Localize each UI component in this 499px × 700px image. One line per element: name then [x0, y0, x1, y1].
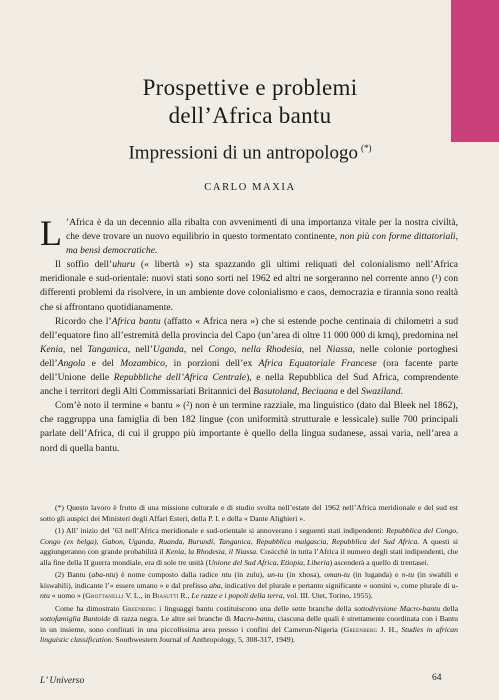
fn2-f: (in swahili e kiswahili), indicante l’« essere umano » e dal prefisso — [40, 570, 458, 590]
journal-name: L’ Universo — [40, 676, 85, 686]
fn1-it3: Unione del Sud Africa, Etiopia, Liberia — [208, 557, 330, 567]
p3-i1: Africa bantu — [111, 315, 161, 327]
p3-i7: Niassa — [326, 343, 353, 355]
p3-i5: Congo — [208, 343, 235, 355]
fn2-sc2: Biasutti — [152, 591, 179, 600]
article-subtitle — [40, 137, 460, 164]
paragraph-4: Com’è noto il termine « bantu » (²) non è un termine razziale, ma linguistico (dato dal Bleek nel 1862), che raggruppa una famiglia di ben 182 lingue (con uniformità strutturale e lessicale) sulle 700 principali parlate dell’Africa, di cui il gruppo più importante è quello della lingua sudanese, assai varia, nell’area a nord di quella bantu. — [40, 400, 458, 454]
fn2-c: (in zulu), — [231, 570, 268, 579]
article-title-line2: dell’Africa bantu — [168, 103, 332, 128]
fn1-a: (1) All’ inizio del ’63 nell’Africa meridionale e sud-orientale si annoverano i seguenti stati indipendenti: — [55, 526, 387, 535]
author-name: CARLO MAXIA — [204, 182, 296, 193]
p3-s14: e del — [337, 386, 362, 398]
fn2-h: « uomo » ( — [49, 591, 86, 600]
p3-s1: Ricordo che l’ — [55, 315, 112, 327]
fn2-k: , vol. III. Utet, Torino, 1955). — [282, 591, 373, 600]
p3-i2: Kenia — [40, 343, 63, 355]
drop-cap: L — [40, 213, 62, 253]
fn2-it1: aba-ntu — [91, 570, 116, 579]
footnote-2 — [40, 570, 458, 602]
footnote-3 — [40, 604, 458, 646]
subtitle-footnote-marker: (*) — [361, 143, 372, 153]
p3-s10: , in porzioni dell’ex — [164, 357, 259, 369]
p3-s11: (ora facente parte dell’Unione delle — [40, 357, 458, 384]
fn3-d: di razza negra. Le altre sei branche di — [110, 614, 234, 623]
fn2-it6: aba — [209, 580, 221, 590]
fn3-sc2: Greenberg — [343, 624, 378, 634]
fn2-it5: n-tu — [401, 570, 415, 579]
p3-s13: , — [296, 386, 302, 398]
page-number: 64 — [432, 673, 442, 683]
p3-i8: Angola — [57, 357, 86, 369]
p2-text-a: Il soffio dell’ — [55, 259, 113, 271]
p3-i13: Beciuana — [301, 386, 338, 398]
fn3-c: della — [440, 603, 458, 613]
fn2-it7: u-ntu — [40, 580, 458, 600]
fn2-g: , indicativo del plurale e pertanto significante « uomini », come plurale di — [220, 580, 452, 590]
fn2-j: R., — [178, 591, 192, 600]
fn1-it: Repubblica del Congo, Congo (ex belga), Gabon, Uganda, Ruanda, Burundi, Tanganica, Repubblica malgascia, Repubblica del Sud Africa. — [40, 526, 459, 546]
fn2-e: (in luganda) e — [349, 570, 402, 579]
p3-s2: (affatto « Africa nera ») che si estende poche centinaia di chilometri a sud dell’equatore fino all’estremità della provincia del Capo (un’area di oltre 11 000 000 di kmq), predomina nel — [40, 315, 459, 341]
footnotes — [40, 503, 458, 648]
fn3-it1: sottodivisione Macro-bantu — [354, 603, 441, 613]
fn2-it8: Le razze e i popoli della terra — [191, 591, 283, 600]
fn3-sc1: Greenberg — [122, 603, 157, 613]
p3-i3: Tanganica — [87, 343, 128, 355]
paragraph-1 — [40, 213, 458, 258]
p3-i14: Swaziland — [361, 386, 401, 398]
article-body — [40, 213, 459, 456]
fn2-a: (2) Bantu ( — [55, 570, 92, 579]
fn2-it2: ntu — [221, 570, 232, 579]
p3-s12: ), e nella Repubblica del Sud Africa, comprendente anche i territori degli Alti Commissariati Britannici del — [40, 372, 459, 398]
fn1-it2: Kenia, la Rhodesia, il Niassa. — [165, 547, 258, 556]
p3-s7: , nel — [301, 343, 327, 355]
p3-i11: Repubbliche dell’Africa Centrale — [113, 372, 247, 384]
p3-i6: nella Rhodesia — [241, 343, 302, 355]
p3-i4: Uganda — [152, 343, 184, 355]
fn3-b: i linguaggi bantu costituiscono una delle sette branche della — [156, 603, 355, 613]
p3-s9: e del — [85, 357, 121, 369]
subtitle-text: Impressioni di un antropologo — [128, 142, 359, 164]
p3-i12: Basutoland — [253, 386, 297, 398]
p2-text-b: (« libertà ») sta spazzando gli ultimi reliquati del colonialismo nell’Africa meridionale e sud-orientale: nuovi stati sono sorti nel 1962 ed altri ne sorgeranno nel corrente anno (¹) con differenti problemi da risolvere, in un ambiente dove colonialismo e caos, democrazia e tirannia sono realtà che si affrontano quotidianamente. — [40, 259, 459, 313]
p2-italic: uhuru — [112, 259, 136, 271]
p3-s15: . — [400, 386, 403, 398]
p3-s4: , nell’ — [127, 343, 153, 355]
fn2-sc1: Grottanelli — [85, 591, 124, 600]
paragraph-1-italic: non più con forme dittatoriali, ma bensì democratiche. — [66, 231, 458, 257]
fn1-c: Cosicchè in tutta l’Africa il numero degli stati indipendenti, che alla fine della II guerra mondiale, era di sole tre unità ( — [40, 547, 458, 567]
footnote-1 — [40, 526, 458, 568]
p3-s8: , nelle colonie portoghesi dell’ — [40, 343, 458, 369]
fn1-b: A questi si aggiungeranno con grande probabilità il — [40, 536, 458, 556]
p3-s3: , nel — [62, 343, 88, 355]
fn2-it3: un-tu — [267, 570, 284, 579]
fn3-it3: Macro-bantu — [233, 614, 274, 623]
paragraph-1-text: ’Africa è da un decennio alla ribalta con avvenimenti di una importanza vitale per la nostra civiltà, che deve trovare un nuovo equilibrio in questo tormentato continente, — [66, 217, 458, 243]
article-title-line1: Prospettive e problemi — [142, 75, 358, 100]
fn2-it4: oman-tu — [324, 570, 350, 579]
p3-i9: Mozambico — [120, 357, 165, 369]
fn3-e: , ciascuna delle quali è strettamente coordinata con i Bantu in un insieme, sono confinati in una piccolissima area presso i confini del Camerun-Nigeria ( — [40, 614, 458, 634]
fn3-a: Come ha dimostrato — [55, 603, 123, 613]
fn3-f: J. H., — [377, 624, 402, 634]
p3-i10: Africa Equatoriale Francese — [258, 357, 377, 369]
fn2-d: (in xhosa), — [283, 570, 325, 579]
p3-s6: , — [234, 343, 242, 355]
fn2-i: V. L., in — [123, 591, 153, 600]
footnote-star: (*) Questo lavoro è frutto di una missione culturale e di studio svolta nell’estate del 1962 nell’Africa meridionale e del sud est sotto gli auspici dei Ministeri degli Affari Esteri, della P. I. e della « Dante Alighieri ». — [40, 503, 458, 523]
paragraph-2 — [40, 258, 458, 314]
fn3-g: Southwestern Journal of Anthropology, 5, 308-317, 1949). — [113, 635, 296, 644]
paragraph-3 — [40, 315, 458, 400]
fn3-it4: Studies in african linguistic classification. — [40, 624, 458, 644]
fn2-b: ) è nome composto dalla radice — [115, 570, 222, 579]
p3-s5: , nel — [183, 343, 209, 355]
fn3-it2: sottofamiglia Bantoide — [40, 614, 111, 623]
fn1-d: ) ascenderà a quello di trentasei. — [329, 557, 429, 567]
